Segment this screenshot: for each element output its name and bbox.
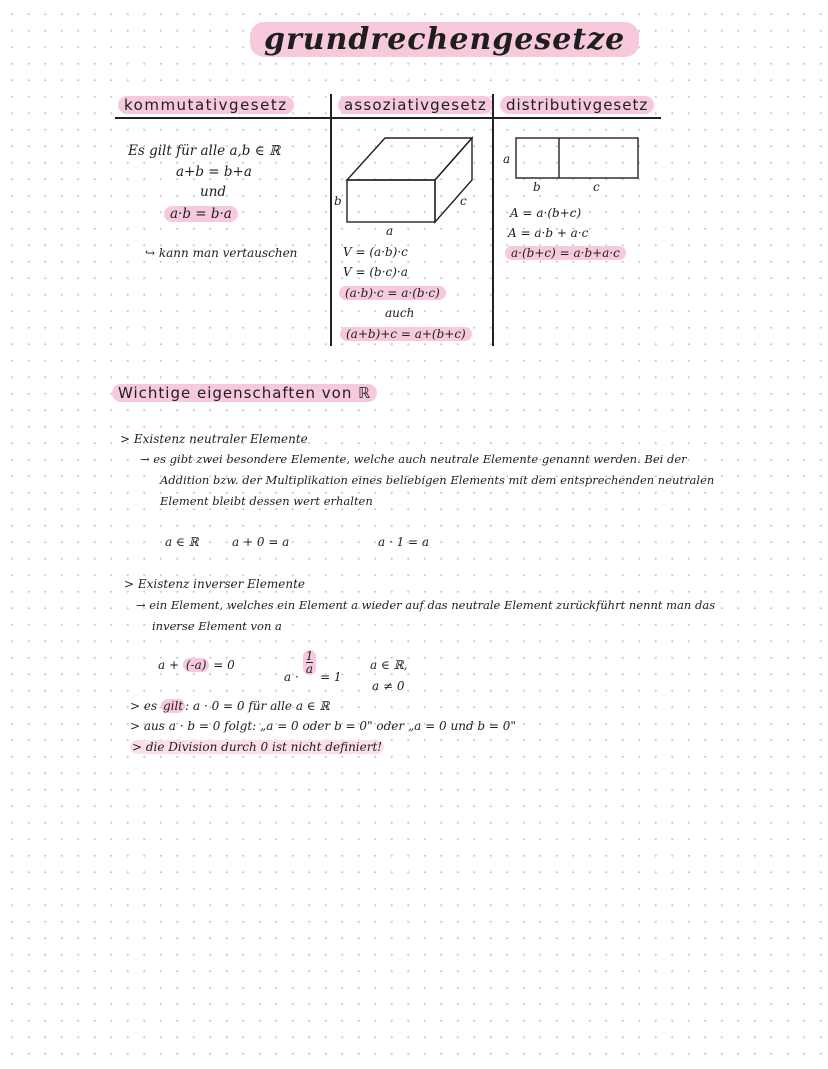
inverse-line1: → ein Element, welches ein Element a wieder auf das neutrale Element zurückführt nennt man das xyxy=(136,598,716,612)
rule-1-hl: gilt xyxy=(162,699,184,713)
page-title-text: grundrechengesetze xyxy=(250,22,639,57)
cuboid-label-a: a xyxy=(386,224,394,238)
section-heading xyxy=(112,384,377,402)
inverse-formula-2-a: a · xyxy=(284,670,303,684)
neutral-line2: Addition bzw. der Multiplikation eines beliebigen Elements mit dem entsprechenden neutralen xyxy=(160,473,715,487)
associative-eq1: V = (a·b)·c xyxy=(343,245,408,259)
commutative-und: und xyxy=(200,184,227,200)
distributive-eq1: A = a·(b+c) xyxy=(510,206,582,220)
cuboid-diagram xyxy=(345,135,475,225)
inverse-formula-4: a ≠ 0 xyxy=(372,679,405,693)
associative-eq4: (a+b)+c = a+(b+c) xyxy=(340,327,472,341)
inverse-formula-2-den: a xyxy=(305,662,313,676)
table-header-underline xyxy=(115,117,661,119)
distributive-eq2: A = a·b + a·c xyxy=(508,226,589,240)
inverse-formula-2-num: 1 xyxy=(305,649,314,663)
cuboid-label-b: b xyxy=(334,194,342,208)
neutral-line3: Element bleibt dessen wert erhalten xyxy=(160,494,373,508)
rule-1 xyxy=(130,699,329,713)
commutative-eq2: a·b = b·a xyxy=(164,206,238,222)
associative-auch: auch xyxy=(385,306,415,320)
cuboid-label-c: c xyxy=(460,194,467,208)
commutative-intro: Es gilt für alle a,b ∈ ℝ xyxy=(128,143,281,159)
neutral-formula-3: a · 1 = a xyxy=(378,535,430,549)
rule-1-b: : a · 0 = 0 für alle a ∈ ℝ xyxy=(185,699,330,713)
inverse-formula-2-b: = 1 xyxy=(316,670,342,684)
commutative-eq2-wrap xyxy=(164,206,238,222)
header-distributive-text: distributivgesetz xyxy=(500,96,654,114)
inverse-formula-2-fraction xyxy=(303,650,317,675)
rule-2: > aus a · b = 0 folgt: „a = 0 oder b = 0" oder „a = 0 und b = 0" xyxy=(130,719,516,733)
inverse-formula-1-hl: (-a) xyxy=(183,658,210,672)
page-title xyxy=(250,22,639,57)
header-commutative-text: kommutativgesetz xyxy=(118,96,294,114)
inverse-title: > Existenz inverser Elemente xyxy=(124,577,306,591)
neutral-line1: → es gibt zwei besondere Elemente, welche auch neutrale Elemente genannt werden. Bei der xyxy=(140,452,687,466)
rectangle-label-b: b xyxy=(533,180,541,194)
associative-eq4-wrap xyxy=(340,327,472,341)
associative-eq3-wrap xyxy=(339,286,446,300)
commutative-note: ↪ kann man vertauschen xyxy=(145,246,298,260)
header-associative xyxy=(338,96,493,114)
table-divider-2 xyxy=(492,94,494,346)
header-distributive xyxy=(500,96,654,114)
rule-3-text: > die Division durch 0 ist nicht definiert! xyxy=(132,740,383,754)
rule-1-a: > es xyxy=(130,699,161,713)
rectangle-label-c: c xyxy=(593,180,600,194)
header-associative-text: assoziativgesetz xyxy=(338,96,493,114)
inverse-formula-1-b: = 0 xyxy=(209,658,235,672)
rectangle-label-a: a xyxy=(503,152,511,166)
inverse-formula-1-a: a + xyxy=(158,658,183,672)
inverse-line2: inverse Element von a xyxy=(152,619,282,633)
section-heading-text: Wichtige eigenschaften von ℝ xyxy=(112,384,377,402)
distributive-eq3-wrap xyxy=(505,246,626,260)
neutral-title: > Existenz neutraler Elemente xyxy=(120,432,308,446)
neutral-formula-1: a ∈ ℝ xyxy=(165,535,199,549)
distributive-eq3: a·(b+c) = a·b+a·c xyxy=(505,246,626,260)
inverse-formula-1 xyxy=(158,658,235,672)
commutative-eq1: a+b = b+a xyxy=(176,164,252,180)
associative-eq3: (a·b)·c = a·(b·c) xyxy=(339,286,446,300)
inverse-formula-3: a ∈ ℝ, xyxy=(370,658,408,672)
rule-3 xyxy=(130,740,384,754)
inverse-formula-2 xyxy=(284,649,342,684)
table-divider-1 xyxy=(330,94,332,346)
neutral-formula-2: a + 0 = a xyxy=(232,535,290,549)
header-commutative xyxy=(118,96,294,114)
associative-eq2: V = (b·c)·a xyxy=(343,265,408,279)
rectangle-diagram xyxy=(515,137,639,179)
